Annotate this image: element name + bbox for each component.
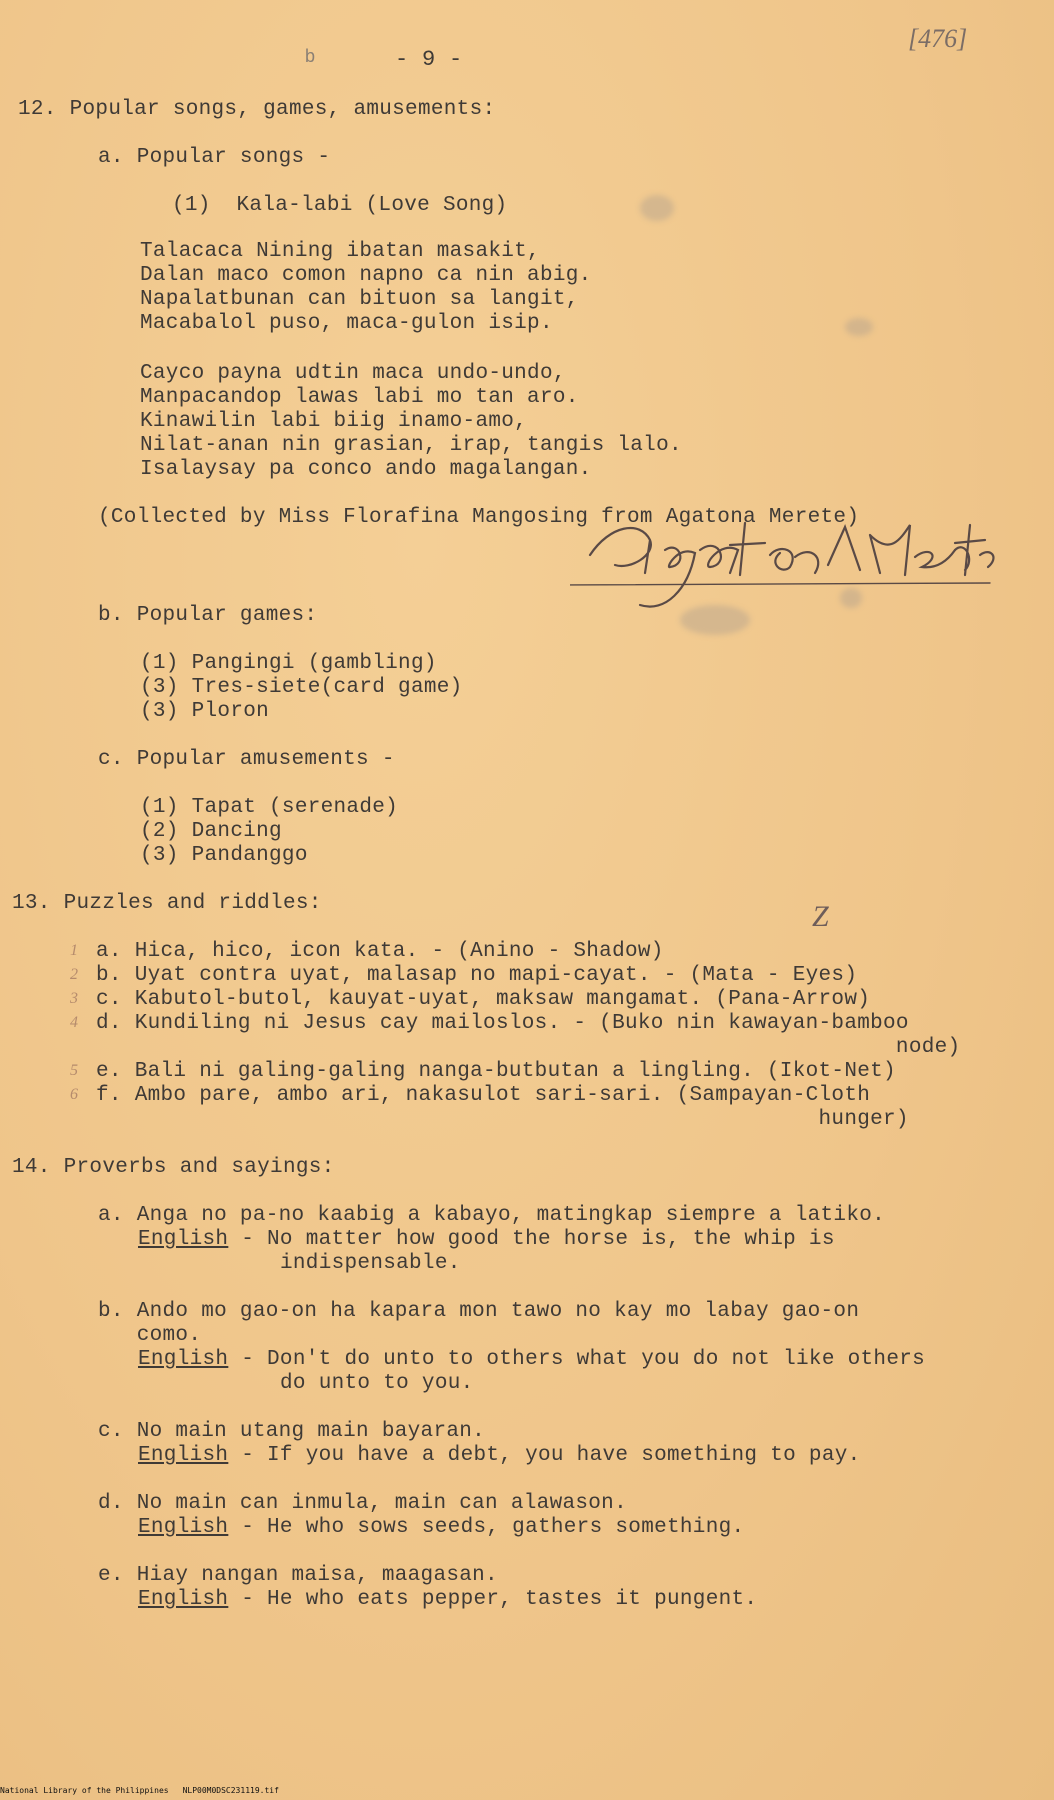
riddle-item: hunger) [96, 1108, 909, 1131]
popular-amusements-label: c. Popular amusements - [98, 748, 395, 771]
song-line: Talacaca Nining ibatan masakit, [140, 240, 540, 263]
proverb-original: b. Ando mo gao-on ha kapara mon tawo no kay mo labay gao-on [98, 1300, 860, 1323]
stain-smudge [845, 318, 873, 336]
song-line: Manpacandop lawas labi mo tan aro. [140, 386, 579, 409]
riddle-item: c. Kabutol-butol, kauyat-uyat, maksaw mangamat. (Pana-Arrow) [96, 988, 871, 1011]
margin-number: 5 [70, 1062, 78, 1079]
library-name: National Library of the Philippines [0, 1786, 169, 1795]
corner-mark: b [305, 46, 316, 66]
song-line: Dalan maco comon napno ca nin abig. [140, 264, 592, 287]
english-label: English [138, 1228, 229, 1251]
proverb-translation-cont: do unto to you. [280, 1372, 474, 1395]
proverb-original: c. No main utang main bayaran. [98, 1420, 486, 1443]
amusement-item: (3) Pandanggo [140, 844, 308, 867]
riddle-item: a. Hica, hico, icon kata. - (Anino - Shadow) [96, 940, 664, 963]
proverb-translation: English - He who sows seeds, gathers something. [138, 1516, 745, 1539]
proverb-translation: English - Don't do unto to others what you do not like others [138, 1348, 926, 1371]
margin-number: 6 [70, 1086, 78, 1103]
riddle-item: f. Ambo pare, ambo ari, nakasulot sari-sari. (Sampayan-Cloth [96, 1084, 871, 1107]
game-item: (3) Ploron [140, 700, 270, 723]
song-line: Kinawilin labi biig inamo-amo, [140, 410, 528, 433]
game-item: (3) Tres-siete(card game) [140, 676, 463, 699]
song-line: Isalaysay pa conco ando magalangan. [140, 458, 592, 481]
riddle-item: b. Uyat contra uyat, malasap no mapi-cayat. - (Mata - Eyes) [96, 964, 858, 987]
proverb-original: d. No main can inmula, main can alawason. [98, 1492, 627, 1515]
proverb-translation: English - He who eats pepper, tastes it pungent. [138, 1588, 758, 1611]
riddle-item: node) [96, 1036, 961, 1059]
file-name: NLP00M0DSC231119.tif [182, 1786, 279, 1795]
riddle-item: e. Bali ni galing-galing nanga-butbutan a lingling. (Ikot-Net) [96, 1060, 896, 1083]
proverb-original: a. Anga no pa-no kaabig a kabayo, matingkap siempre a latiko. [98, 1204, 886, 1227]
reference-number: [476] [908, 24, 968, 53]
proverb-translation-cont: indispensable. [280, 1252, 461, 1275]
page-number: - 9 - [395, 47, 463, 72]
margin-mark: Z [812, 900, 829, 933]
song-line: Nilat-anan nin grasian, irap, tangis lalo. [140, 434, 682, 457]
english-label: English [138, 1348, 229, 1371]
margin-number: 4 [70, 1014, 78, 1031]
section-13-heading: 13. Puzzles and riddles: [12, 892, 322, 915]
popular-games-label: b. Popular games: [98, 604, 318, 627]
english-label: English [138, 1444, 229, 1467]
game-item: (1) Pangingi (gambling) [140, 652, 437, 675]
stain-smudge [640, 195, 674, 221]
section-14-heading: 14. Proverbs and sayings: [12, 1156, 335, 1179]
song-line: Cayco payna udtin maca undo-undo, [140, 362, 566, 385]
proverb-translation: English - If you have a debt, you have something to pay. [138, 1444, 861, 1467]
english-label: English [138, 1588, 229, 1611]
handwritten-signature [570, 495, 1000, 615]
amusement-item: (1) Tapat (serenade) [140, 796, 399, 819]
song-title: (1) Kala-labi (Love Song) [172, 194, 508, 217]
collected-note: (Collected by Miss Florafina Mangosing from Agatona Merete) [98, 506, 860, 529]
section-12-heading: 12. Popular songs, games, amusements: [18, 98, 496, 121]
scan-footer [0, 1786, 293, 1795]
amusement-item: (2) Dancing [140, 820, 282, 843]
proverb-original-cont: como. [98, 1324, 202, 1347]
margin-number: 1 [70, 942, 78, 959]
english-label: English [138, 1516, 229, 1539]
margin-number: 2 [70, 966, 78, 983]
margin-number: 3 [70, 990, 78, 1007]
riddle-item: d. Kundiling ni Jesus cay mailoslos. - (Buko nin kawayan-bamboo [96, 1012, 909, 1035]
song-line: Napalatbunan can bituon sa langit, [140, 288, 579, 311]
proverb-original: e. Hiay nangan maisa, maagasan. [98, 1564, 498, 1587]
song-line: Macabalol puso, maca-gulon isip. [140, 312, 553, 335]
popular-songs-label: a. Popular songs - [98, 146, 331, 169]
proverb-translation: English - No matter how good the horse is, the whip is [138, 1228, 835, 1251]
